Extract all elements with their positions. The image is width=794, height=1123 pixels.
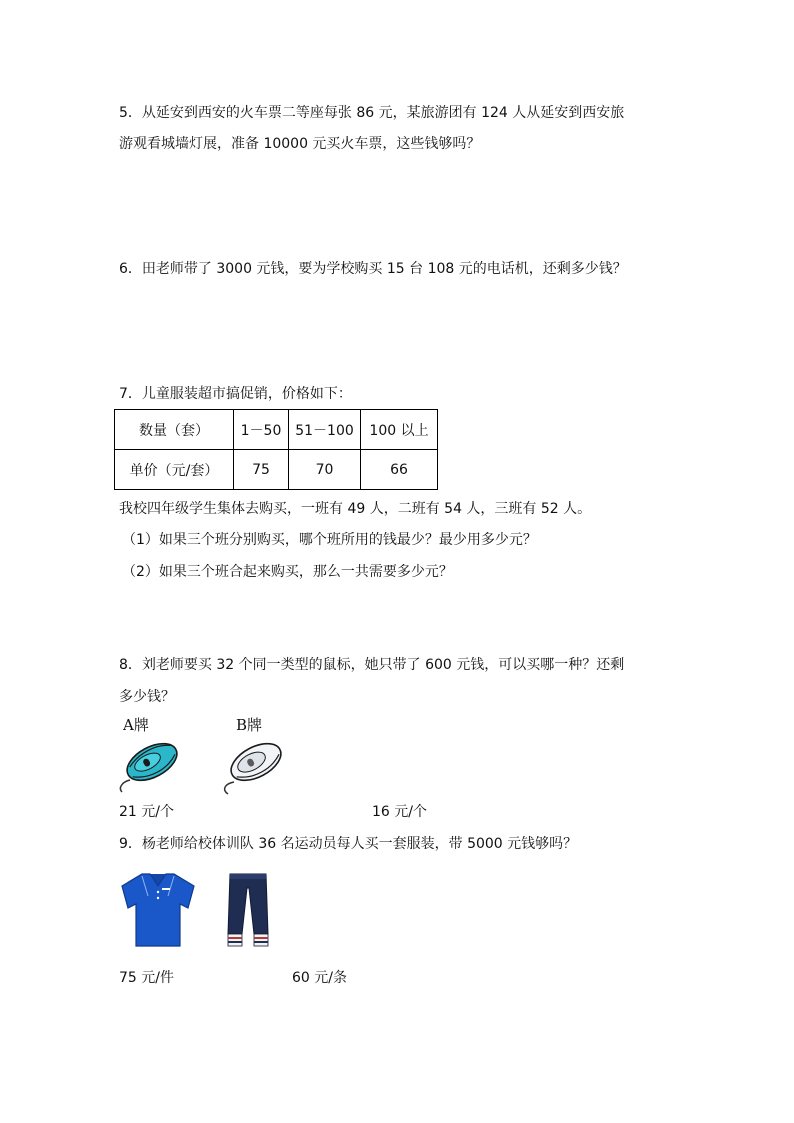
table-cell: 51－100 (289, 410, 361, 450)
blue-mouse-icon (116, 736, 184, 796)
q5-line-2: 游观看城墙灯展，准备 10000 元买火车票，这些钱够吗？ (119, 136, 481, 152)
blue-polo-shirt-icon (118, 870, 198, 948)
price-table-row (115, 450, 438, 490)
price-b-label: 16 元/个 (372, 804, 427, 820)
q7-description: 我校四年级学生集体去购买，一班有 49 人，二班有 54 人，三班有 52 人。 (119, 501, 592, 517)
q7-sub-question-2: （2）如果三个班合起来购买，那么一共需要多少元？ (122, 564, 453, 580)
table-cell: 1－50 (234, 410, 289, 450)
price-table (114, 409, 438, 490)
white-mouse-icon (220, 736, 288, 796)
price-table-header-row (115, 410, 438, 450)
table-cell: 70 (289, 450, 361, 490)
table-cell: 66 (361, 450, 438, 490)
navy-pants-icon (224, 872, 272, 948)
q5-line-1: 5．从延安到西安的火车票二等座每张 86 元，某旅游团有 124 人从延安到西安旅 (119, 105, 625, 121)
brand-a-label: A牌 (123, 716, 149, 734)
price-a-label: 21 元/个 (119, 804, 174, 820)
price-pants-label: 60 元/条 (292, 970, 347, 986)
table-cell: 单价（元/套） (115, 450, 234, 490)
q6-line-1: 6．田老师带了 3000 元钱，要为学校购买 15 台 108 元的电话机，还剩多少钱？ (119, 261, 627, 277)
q7-sub-question-1: （1）如果三个班分别购买，哪个班所用的钱最少？最少用多少元？ (122, 532, 537, 548)
table-cell: 数量（套） (115, 410, 234, 450)
q8-line-1: 8．刘老师要买 32 个同一类型的鼠标，她只带了 600 元钱，可以买哪一种？还剩 (119, 657, 625, 673)
table-cell: 100 以上 (361, 410, 438, 450)
q9-line-1: 9．杨老师给校体训队 36 名运动员每人买一套服装，带 5000 元钱够吗？ (119, 836, 578, 852)
brand-b-label: B牌 (236, 716, 263, 734)
price-shirt-label: 75 元/件 (119, 970, 174, 986)
table-cell: 75 (234, 450, 289, 490)
q7-intro: 7．儿童服装超市搞促销，价格如下： (119, 386, 352, 402)
q8-line-2: 多少钱？ (119, 689, 175, 705)
